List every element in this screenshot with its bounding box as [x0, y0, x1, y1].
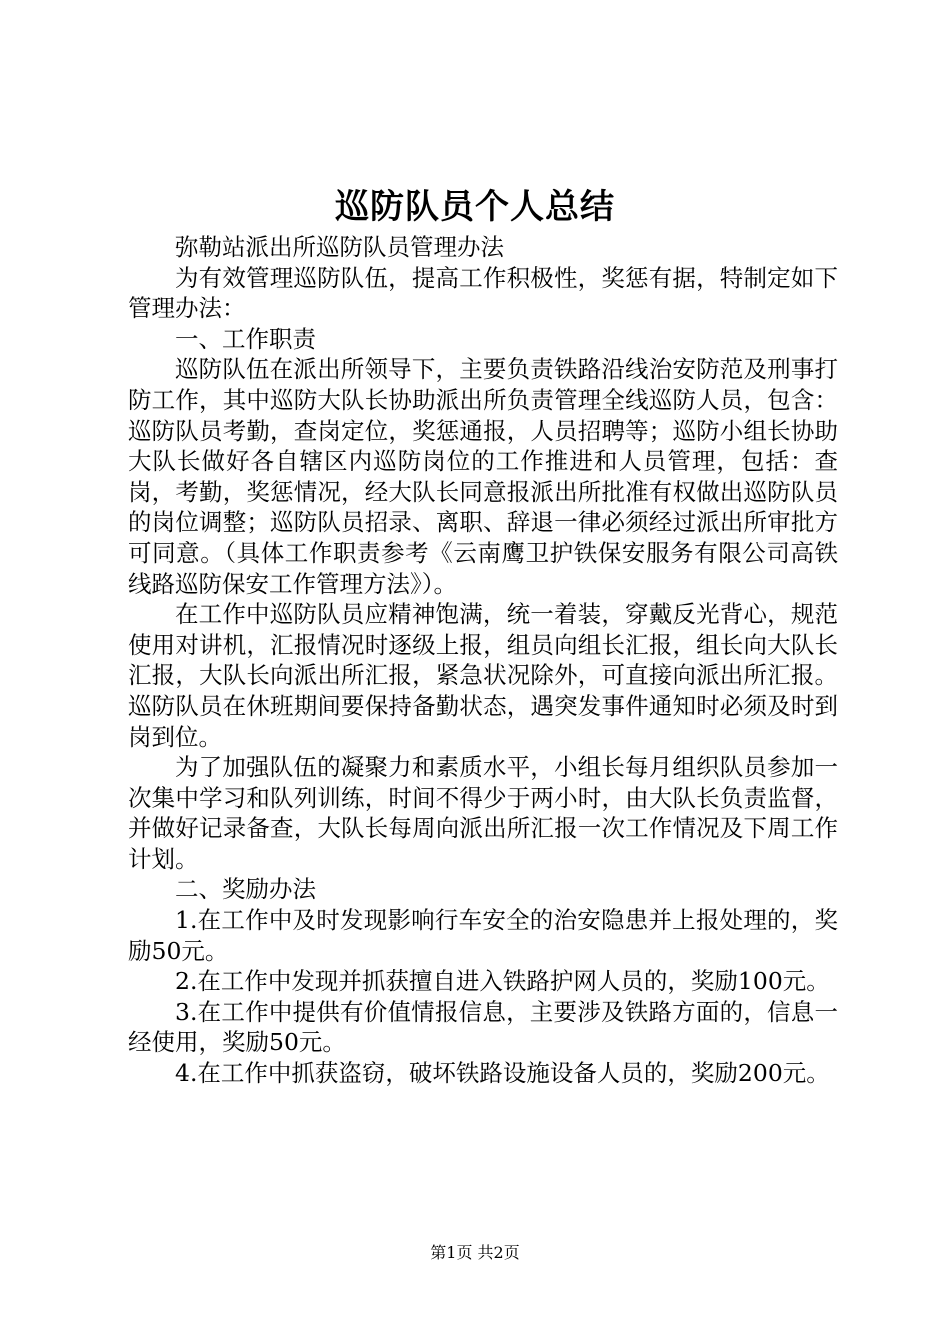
paragraph-duties: 巡防队伍在派出所领导下，主要负责铁路沿线治安防范及刑事打防工作，其中巡防大队长协助派出所负责管理全线巡防人员，包含：巡防队员考勤，查岗定位，奖惩通报，人员招聘等；巡防小组长协助大队长做好各自辖区内巡防岗位的工作推进和人员管理，包括：查岗，考勤，奖惩情况，经大队长同意报派出所批准有权做出巡防队员的岗位调整；巡防队员招录、离职、辞退一律必须经过派出所审批方可同意。（具体工作职责参考《云南鹰卫护铁保安服务有限公司高铁线路巡防保安工作管理方法》）。 — [128, 355, 838, 598]
section-heading-rewards: 二、奖励办法 — [175, 875, 316, 904]
paragraph-subtitle: 弥勒站派出所巡防队员管理办法 — [175, 233, 504, 261]
page-footer: 第1页 共2页 — [430, 1243, 520, 1262]
paragraph-intro: 为有效管理巡防队伍，提高工作积极性，奖惩有据，特制定如下管理办法： — [128, 263, 838, 323]
reward-item-4: 4.在工作中抓获盗窃，破坏铁路设施设备人员的，奖励200元。 — [175, 1059, 830, 1088]
document-body — [128, 232, 838, 1089]
reward-item-1: 1.在工作中及时发现影响行车安全的治安隐患并上报处理的，奖励50元。 — [128, 906, 838, 965]
reward-item-3: 3.在工作中提供有价值情报信息，主要涉及铁路方面的，信息一经使用，奖励50元。 — [128, 997, 838, 1057]
section-heading-duties: 一、工作职责 — [175, 324, 316, 353]
paragraph-training: 为了加强队伍的凝聚力和素质水平，小组长每月组织队员参加一次集中学习和队列训练，时间不得少于两小时，由大队长负责监督，并做好记录备查，大队长每周向派出所汇报一次工作情况及下周工作计划。 — [128, 753, 838, 873]
reward-item-2: 2.在工作中发现并抓获擅自进入铁路护网人员的，奖励100元。 — [175, 967, 830, 996]
document-title: 巡防队员个人总结 — [335, 187, 615, 227]
paragraph-conduct: 在工作中巡防队员应精神饱满，统一着装，穿戴反光背心，规范使用对讲机，汇报情况时逐级上报，组员向组长汇报，组长向大队长汇报，大队长向派出所汇报，紧急状况除外，可直接向派出所汇报。巡防队员在休班期间要保持备勤状态，遇突发事件通知时必须及时到岗到位。 — [128, 600, 838, 751]
